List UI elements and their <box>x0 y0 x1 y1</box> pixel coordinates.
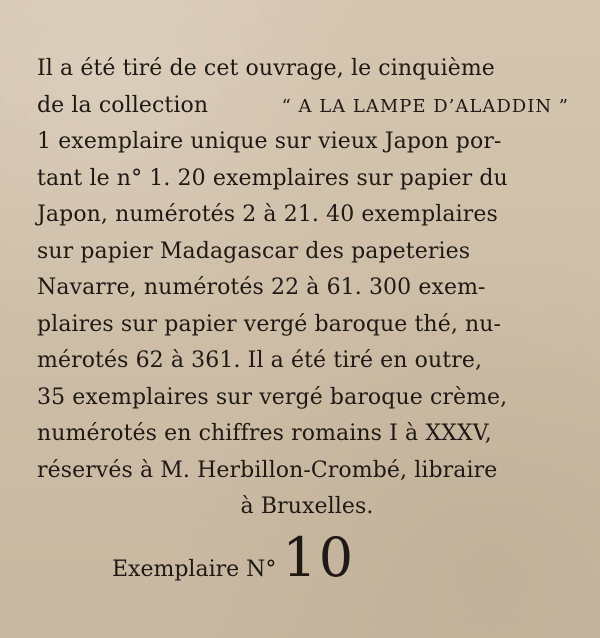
justification-line <box>37 270 569 307</box>
collection-title: “ A LA LAMPE D’ALADDIN ” <box>281 95 569 117</box>
exemplaire-number-block <box>112 526 356 590</box>
justification-line <box>37 343 569 380</box>
justification-text: numérotés en chiffres romains I à XXXV, <box>37 421 492 446</box>
justification-line <box>37 197 569 234</box>
justification-text: tant le n° 1. 20 exemplaires sur papier du <box>37 165 508 191</box>
justification-text: plaires sur papier vergé baroque thé, nu- <box>37 311 502 337</box>
justification-line <box>37 453 569 490</box>
justification-text: de la collection <box>37 92 209 118</box>
justification-line <box>37 380 569 417</box>
justification-text: à Bruxelles. <box>240 494 374 519</box>
justification-text: 1 exemplaire unique sur vieux Japon por- <box>37 129 502 154</box>
justification-paragraph <box>37 51 569 526</box>
justification-line <box>37 489 569 526</box>
exemplaire-number: 10 <box>282 526 356 589</box>
exemplaire-label: Exemplaire N° <box>112 557 277 582</box>
justification-text: réservés à M. Herbillon-Crombé, libraire <box>37 457 498 483</box>
justification-line <box>37 51 569 88</box>
justification-text: Il a été tiré de cet ouvrage, le cinquième <box>37 56 495 81</box>
justification-text: sur papier Madagascar des papeteries <box>37 238 471 264</box>
justification-text: Japon, numérotés 2 à 21. 40 exemplaires <box>37 202 498 227</box>
justification-line <box>37 124 569 161</box>
justification-text: Navarre, numérotés 22 à 61. 300 exem- <box>37 275 486 300</box>
justification-line <box>37 161 569 198</box>
justification-text: mérotés 62 à 361. Il a été tiré en outre, <box>37 348 483 373</box>
justification-line <box>37 307 569 344</box>
justification-text: 35 exemplaires sur vergé baroque crème, <box>37 384 508 410</box>
justification-line <box>37 234 569 271</box>
justification-line <box>37 88 569 125</box>
justification-line <box>37 416 569 453</box>
